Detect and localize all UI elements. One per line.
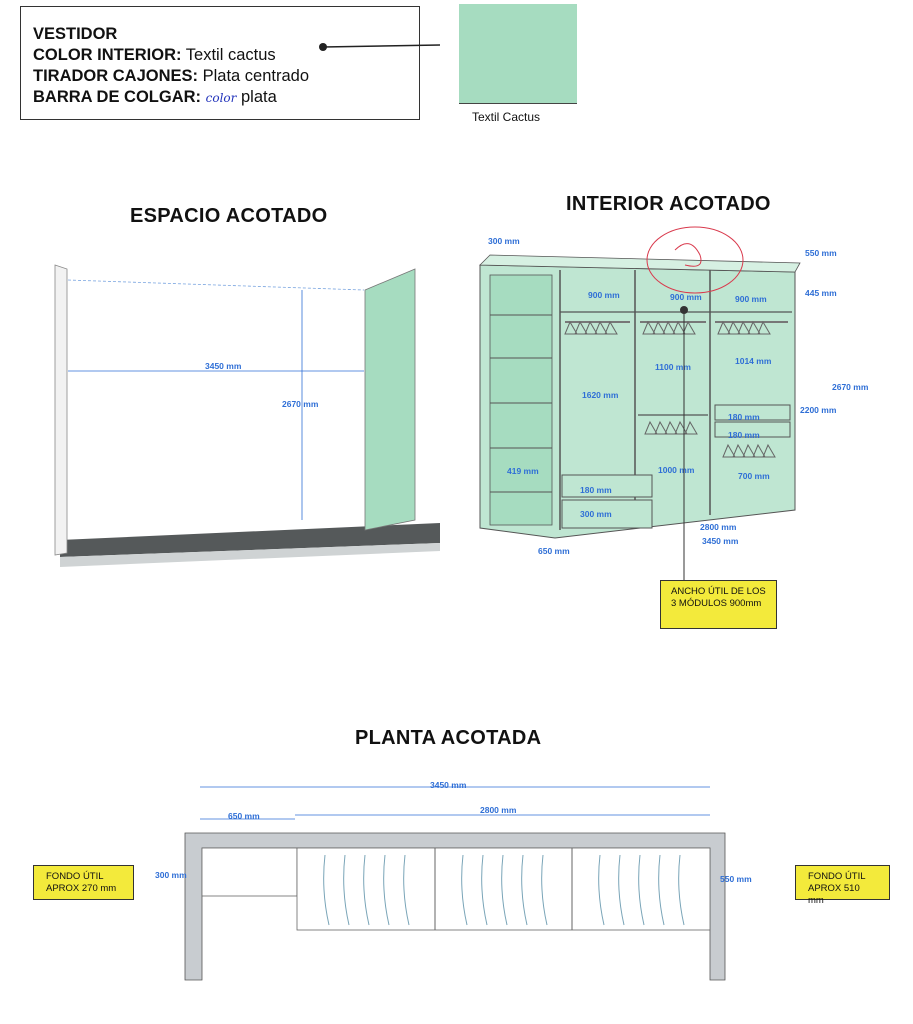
dim-shelf-left: 419 mm: [507, 466, 539, 476]
spec-title: VESTIDOR: [33, 25, 118, 43]
espacio-height-label: 2670 mm: [282, 399, 319, 409]
connector-line: [323, 45, 440, 47]
left-module: [490, 275, 552, 525]
plan-total-label: 3450 mm: [430, 780, 467, 790]
note-left: FONDO ÚTIL APROX 270 mm: [33, 865, 134, 900]
left-wall: [55, 265, 67, 555]
right-wall: [365, 269, 415, 530]
plan-inner-label: 2800 mm: [480, 805, 517, 815]
spec-row-bar-handwritten: color: [205, 91, 237, 105]
spec-row-bar-value: plata: [240, 88, 277, 106]
dim-left-width: 650 mm: [538, 546, 570, 556]
plan-left-depth-label: 300 mm: [155, 870, 187, 880]
dim-top-shelf: 445 mm: [805, 288, 837, 298]
dim-right-depth: 550 mm: [805, 248, 837, 258]
dim-lower-right: 700 mm: [738, 471, 770, 481]
dim-right-inner: 2200 mm: [800, 405, 837, 415]
dim-hang-right: 1014 mm: [735, 356, 772, 366]
plan-right-depth-label: 550 mm: [720, 874, 752, 884]
dim-top-left-depth: 300 mm: [488, 236, 520, 246]
interior-drawing: [470, 230, 890, 580]
dim-total-height: 2670 mm: [832, 382, 869, 392]
spec-row-handle-label: TIRADOR CAJONES:: [33, 67, 199, 85]
dim-total-width: 3450 mm: [702, 536, 739, 546]
dim-drawer-c1: 180 mm: [580, 485, 612, 495]
dim-module-1: 900 mm: [588, 290, 620, 300]
spec-row-color-value: Textil cactus: [185, 46, 276, 64]
color-swatch: [459, 4, 577, 104]
spec-row-handle-value: Plata centrado: [202, 67, 310, 85]
dim-hang-left: 1620 mm: [582, 390, 619, 400]
title-espacio: ESPACIO ACOTADO: [130, 205, 328, 227]
plan-left-module: [202, 848, 297, 896]
plan-drawing: [155, 775, 752, 990]
dim-drawer-c2: 300 mm: [580, 509, 612, 519]
dim-drawer-r2: 180 mm: [728, 430, 760, 440]
dim-module-2: 900 mm: [670, 292, 702, 302]
top-edge: [68, 280, 364, 290]
spec-row-color-label: COLOR INTERIOR:: [33, 46, 182, 64]
dim-lower-center: 1000 mm: [658, 465, 695, 475]
spec-row-bar-label: BARRA DE COLGAR:: [33, 88, 202, 106]
title-interior: INTERIOR ACOTADO: [566, 193, 771, 215]
espacio-width-label: 3450 mm: [205, 361, 242, 371]
espacio-drawing: [40, 255, 450, 585]
plan-left-label: 650 mm: [228, 811, 260, 821]
dim-inner-width: 2800 mm: [700, 522, 737, 532]
dim-hang-center: 1100 mm: [655, 362, 691, 372]
swatch-label: Textil Cactus: [471, 110, 541, 124]
plan-right-modules: [297, 848, 710, 930]
note-center: ANCHO ÚTIL DE LOS 3 MÓDULOS 900mm: [660, 580, 777, 629]
note-right: FONDO ÚTIL APROX 510 mm: [795, 865, 890, 900]
title-planta: PLANTA ACOTADA: [355, 727, 542, 749]
dim-drawer-r1: 180 mm: [728, 412, 760, 422]
dim-module-3: 900 mm: [735, 294, 767, 304]
